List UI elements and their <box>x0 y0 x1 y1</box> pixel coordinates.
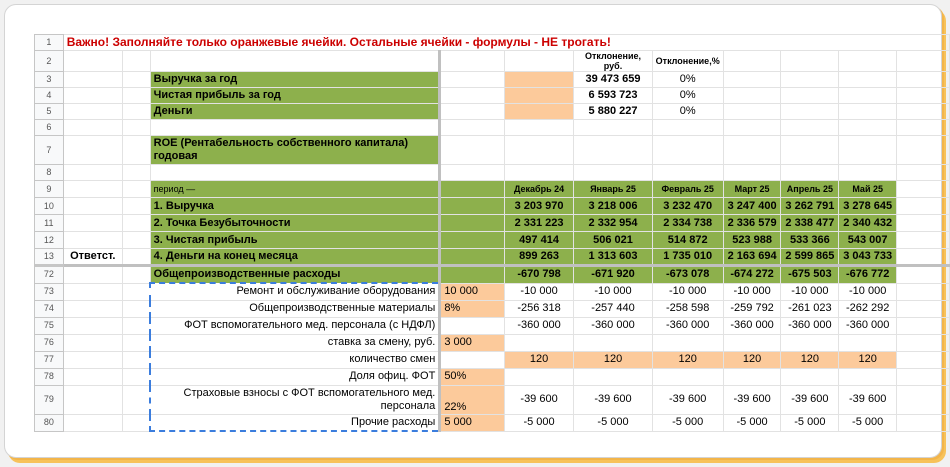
detail-value[interactable]: -360 000 <box>781 317 839 334</box>
empty-cell[interactable] <box>122 120 150 136</box>
overhead-value[interactable]: -675 503 <box>781 266 839 284</box>
empty-cell[interactable] <box>122 283 150 300</box>
empty-cell[interactable] <box>63 385 122 414</box>
header-row <box>35 51 950 72</box>
empty-cell[interactable] <box>440 181 504 198</box>
empty-cell[interactable] <box>122 215 150 232</box>
row-number: 73 <box>35 283 64 300</box>
empty-cell[interactable] <box>440 88 504 104</box>
kpi-row <box>35 249 950 266</box>
empty-cell[interactable] <box>63 215 122 232</box>
detail-value[interactable]: -5 000 <box>723 414 781 431</box>
overhead-value[interactable]: -673 078 <box>652 266 723 284</box>
detail-value[interactable]: 120 <box>504 351 574 368</box>
kpi-value[interactable]: 3 218 006 <box>574 198 652 215</box>
header-deviation-pct[interactable]: Отклонение,% <box>652 51 723 72</box>
empty-cell[interactable] <box>574 165 652 181</box>
empty-cell[interactable] <box>897 88 950 104</box>
detail-value[interactable] <box>839 368 897 385</box>
row-number: 8 <box>35 165 64 181</box>
empty-cell[interactable] <box>63 334 122 351</box>
summary-pct[interactable]: 0% <box>652 104 723 120</box>
empty-cell[interactable] <box>122 198 150 215</box>
detail-value[interactable]: 120 <box>574 351 652 368</box>
detail-row <box>35 317 950 334</box>
empty-cell[interactable] <box>897 414 950 431</box>
detail-input[interactable]: 5 000 <box>440 414 504 431</box>
detail-value[interactable]: 120 <box>781 351 839 368</box>
empty-cell[interactable] <box>63 300 122 317</box>
empty-cell[interactable] <box>63 232 122 249</box>
empty-cell[interactable] <box>63 317 122 334</box>
empty-cell[interactable] <box>440 232 504 249</box>
empty-cell[interactable] <box>574 120 652 136</box>
detail-input[interactable]: 8% <box>440 300 504 317</box>
header-deviation-rub[interactable]: Отклонение, руб. <box>574 51 652 72</box>
empty-cell[interactable] <box>897 317 950 334</box>
roe-label[interactable]: ROE (Рентабельность собственного капитала) годовая <box>150 136 440 165</box>
empty-cell[interactable] <box>63 351 122 368</box>
spreadsheet-grid <box>34 34 950 432</box>
empty-cell[interactable] <box>723 120 781 136</box>
kpi-value[interactable]: 2 163 694 <box>723 249 781 266</box>
detail-value[interactable]: -360 000 <box>839 317 897 334</box>
detail-value[interactable] <box>574 368 652 385</box>
row-number: 11 <box>35 215 64 232</box>
row-number: 79 <box>35 385 64 414</box>
detail-input[interactable]: 3 000 <box>440 334 504 351</box>
summary-label[interactable]: Чистая прибыль за год <box>150 88 440 104</box>
empty-cell[interactable] <box>723 104 781 120</box>
kpi-row <box>35 232 950 249</box>
empty-cell[interactable] <box>897 368 950 385</box>
empty-cell[interactable] <box>150 51 440 72</box>
detail-value[interactable] <box>652 334 723 351</box>
empty-cell[interactable] <box>897 104 950 120</box>
detail-value[interactable] <box>781 334 839 351</box>
kpi-value[interactable]: 899 263 <box>504 249 574 266</box>
roe-row <box>35 136 950 165</box>
detail-value[interactable]: -39 600 <box>839 385 897 414</box>
detail-row <box>35 368 950 385</box>
month-header[interactable]: Март 25 <box>723 181 781 198</box>
kpi-value[interactable]: 3 247 400 <box>723 198 781 215</box>
summary-label[interactable]: Выручка за год <box>150 72 440 88</box>
detail-value[interactable]: -5 000 <box>574 414 652 431</box>
detail-value[interactable]: -10 000 <box>574 283 652 300</box>
month-header[interactable]: Декабрь 24 <box>504 181 574 198</box>
detail-value[interactable]: -5 000 <box>781 414 839 431</box>
summary-input[interactable] <box>504 72 574 88</box>
empty-cell[interactable] <box>63 198 122 215</box>
empty-cell[interactable] <box>122 249 150 266</box>
empty-cell[interactable] <box>63 368 122 385</box>
kpi-value[interactable]: 543 007 <box>839 232 897 249</box>
title-row <box>35 35 950 51</box>
empty-cell[interactable] <box>897 198 950 215</box>
detail-value[interactable]: -5 000 <box>504 414 574 431</box>
empty-cell[interactable] <box>63 120 122 136</box>
empty-cell[interactable] <box>122 266 150 284</box>
kpi-value[interactable]: 3 203 970 <box>504 198 574 215</box>
empty-cell[interactable] <box>839 51 897 72</box>
kpi-value[interactable]: 533 366 <box>781 232 839 249</box>
kpi-label[interactable]: 4. Деньги на конец месяца <box>150 249 440 266</box>
detail-label[interactable]: ФОТ вспомогательного мед. персонала (с НДФЛ) <box>150 317 440 334</box>
detail-value[interactable]: -10 000 <box>839 283 897 300</box>
detail-label[interactable]: Доля офиц. ФОТ <box>150 368 440 385</box>
empty-cell[interactable] <box>897 283 950 300</box>
row-number: 77 <box>35 351 64 368</box>
kpi-value[interactable]: 2 336 579 <box>723 215 781 232</box>
row-number: 80 <box>35 414 64 431</box>
row-number: 3 <box>35 72 64 88</box>
kpi-value[interactable]: 1 735 010 <box>652 249 723 266</box>
kpi-row <box>35 215 950 232</box>
kpi-label[interactable]: 2. Точка Безубыточности <box>150 215 440 232</box>
empty-cell[interactable] <box>504 136 574 165</box>
empty-cell[interactable] <box>122 317 150 334</box>
row-number: 13 <box>35 249 64 266</box>
summary-row <box>35 72 950 88</box>
empty-cell[interactable] <box>63 266 122 284</box>
empty-cell[interactable] <box>839 165 897 181</box>
kpi-value[interactable]: 523 988 <box>723 232 781 249</box>
detail-input[interactable]: 22% <box>440 385 504 414</box>
detail-value[interactable] <box>504 334 574 351</box>
row-number: 6 <box>35 120 64 136</box>
detail-value[interactable] <box>781 368 839 385</box>
summary-row <box>35 104 950 120</box>
empty-cell[interactable] <box>723 136 781 165</box>
empty-cell[interactable] <box>122 414 150 431</box>
empty-cell[interactable] <box>781 88 839 104</box>
month-header[interactable]: Январь 25 <box>574 181 652 198</box>
overhead-value[interactable]: -671 920 <box>574 266 652 284</box>
detail-value[interactable]: -5 000 <box>839 414 897 431</box>
detail-label[interactable]: Общепроизводственные материалы <box>150 300 440 317</box>
detail-value[interactable]: 120 <box>723 351 781 368</box>
empty-cell[interactable] <box>440 249 504 266</box>
row-number: 76 <box>35 334 64 351</box>
empty-cell[interactable] <box>440 136 504 165</box>
detail-value[interactable]: -39 600 <box>723 385 781 414</box>
empty-cell[interactable] <box>897 266 950 284</box>
kpi-value[interactable]: 3 043 733 <box>839 249 897 266</box>
row-number: 1 <box>35 35 64 51</box>
empty-cell[interactable] <box>63 104 122 120</box>
detail-value[interactable]: -360 000 <box>504 317 574 334</box>
warning-title[interactable]: Важно! Заполняйте только оранжевые ячейки. Остальные ячейки - формулы - НЕ трогать! <box>63 35 949 51</box>
empty-row <box>35 120 950 136</box>
detail-value[interactable]: 120 <box>652 351 723 368</box>
kpi-value[interactable]: 3 262 791 <box>781 198 839 215</box>
month-header[interactable]: Февраль 25 <box>652 181 723 198</box>
empty-cell[interactable] <box>839 136 897 165</box>
empty-cell[interactable] <box>652 136 723 165</box>
empty-cell[interactable] <box>781 120 839 136</box>
empty-cell[interactable] <box>897 300 950 317</box>
empty-cell[interactable] <box>652 120 723 136</box>
empty-cell[interactable] <box>839 120 897 136</box>
row-number: 78 <box>35 368 64 385</box>
detail-value[interactable]: -39 600 <box>781 385 839 414</box>
row-number: 7 <box>35 136 64 165</box>
empty-cell[interactable] <box>897 249 950 266</box>
empty-cell[interactable] <box>122 165 150 181</box>
detail-value[interactable] <box>504 368 574 385</box>
empty-cell[interactable] <box>897 351 950 368</box>
empty-cell[interactable] <box>897 72 950 88</box>
empty-cell[interactable] <box>781 72 839 88</box>
empty-cell[interactable] <box>781 165 839 181</box>
empty-cell[interactable] <box>652 165 723 181</box>
period-label[interactable]: период — <box>150 181 440 198</box>
empty-cell[interactable] <box>781 136 839 165</box>
detail-value[interactable] <box>723 334 781 351</box>
kpi-label[interactable]: 1. Выручка <box>150 198 440 215</box>
detail-value[interactable]: -39 600 <box>652 385 723 414</box>
empty-cell[interactable] <box>897 181 950 198</box>
empty-cell[interactable] <box>723 72 781 88</box>
empty-cell[interactable] <box>122 181 150 198</box>
kpi-value[interactable]: 514 872 <box>652 232 723 249</box>
empty-cell[interactable] <box>897 232 950 249</box>
detail-input[interactable]: 10 000 <box>440 283 504 300</box>
empty-cell[interactable] <box>440 266 504 284</box>
detail-label[interactable]: Ремонт и обслуживание оборудования <box>150 283 440 300</box>
detail-value[interactable]: -360 000 <box>574 317 652 334</box>
detail-label[interactable]: Страховые взносы с ФОТ вспомогательного мед. персонала <box>150 385 440 414</box>
detail-value[interactable]: -259 792 <box>723 300 781 317</box>
row-number: 75 <box>35 317 64 334</box>
empty-cell[interactable] <box>723 51 781 72</box>
summary-label[interactable]: Деньги <box>150 104 440 120</box>
detail-value[interactable]: -39 600 <box>574 385 652 414</box>
empty-cell[interactable] <box>897 334 950 351</box>
empty-cell[interactable] <box>897 215 950 232</box>
detail-value[interactable]: -262 292 <box>839 300 897 317</box>
detail-value[interactable]: 120 <box>839 351 897 368</box>
month-header[interactable]: Апрель 25 <box>781 181 839 198</box>
overhead-value[interactable]: -674 272 <box>723 266 781 284</box>
empty-cell[interactable] <box>897 165 950 181</box>
detail-row <box>35 334 950 351</box>
empty-cell[interactable] <box>440 198 504 215</box>
empty-cell[interactable] <box>504 165 574 181</box>
detail-value[interactable]: -360 000 <box>723 317 781 334</box>
detail-value[interactable]: -256 318 <box>504 300 574 317</box>
detail-label[interactable]: количество смен <box>150 351 440 368</box>
row-number: 12 <box>35 232 64 249</box>
empty-cell[interactable] <box>122 385 150 414</box>
kpi-value[interactable]: 506 021 <box>574 232 652 249</box>
detail-row <box>35 385 950 414</box>
overhead-row <box>35 266 950 284</box>
detail-value[interactable]: -257 440 <box>574 300 652 317</box>
summary-value[interactable]: 39 473 659 <box>574 72 652 88</box>
empty-cell[interactable] <box>781 104 839 120</box>
summary-pct[interactable]: 0% <box>652 72 723 88</box>
empty-cell[interactable] <box>122 300 150 317</box>
summary-value[interactable]: 5 880 227 <box>574 104 652 120</box>
detail-row <box>35 351 950 368</box>
detail-input[interactable]: 50% <box>440 368 504 385</box>
empty-cell[interactable] <box>504 120 574 136</box>
empty-cell[interactable] <box>122 51 150 72</box>
summary-value[interactable]: 6 593 723 <box>574 88 652 104</box>
empty-cell[interactable] <box>723 88 781 104</box>
summary-pct[interactable]: 0% <box>652 88 723 104</box>
kpi-value[interactable]: 2 599 865 <box>781 249 839 266</box>
empty-cell[interactable] <box>440 51 504 72</box>
empty-cell[interactable] <box>440 215 504 232</box>
empty-cell[interactable] <box>897 136 950 165</box>
empty-cell[interactable] <box>63 72 122 88</box>
row-number: 5 <box>35 104 64 120</box>
empty-cell[interactable] <box>897 51 950 72</box>
empty-cell[interactable] <box>574 136 652 165</box>
kpi-value[interactable]: 2 340 432 <box>839 215 897 232</box>
empty-cell[interactable] <box>122 72 150 88</box>
empty-cell[interactable] <box>440 120 504 136</box>
month-header[interactable]: Май 25 <box>839 181 897 198</box>
row-number: 10 <box>35 198 64 215</box>
empty-cell[interactable] <box>839 104 897 120</box>
kpi-value[interactable]: 497 414 <box>504 232 574 249</box>
detail-row <box>35 300 950 317</box>
kpi-label[interactable]: 3. Чистая прибыль <box>150 232 440 249</box>
empty-cell[interactable] <box>63 165 122 181</box>
row-number: 2 <box>35 51 64 72</box>
empty-cell[interactable] <box>723 165 781 181</box>
summary-input[interactable] <box>504 88 574 104</box>
empty-cell[interactable] <box>122 136 150 165</box>
detail-value[interactable]: -10 000 <box>781 283 839 300</box>
detail-value[interactable] <box>723 368 781 385</box>
empty-cell[interactable] <box>122 334 150 351</box>
period-row <box>35 181 950 198</box>
overhead-value[interactable]: -676 772 <box>839 266 897 284</box>
kpi-row <box>35 198 950 215</box>
detail-input[interactable] <box>440 351 504 368</box>
empty-cell[interactable] <box>122 232 150 249</box>
empty-cell[interactable] <box>897 385 950 414</box>
detail-value[interactable] <box>652 368 723 385</box>
empty-cell[interactable] <box>440 104 504 120</box>
detail-value[interactable]: -5 000 <box>652 414 723 431</box>
detail-value[interactable]: -10 000 <box>504 283 574 300</box>
row-number: 4 <box>35 88 64 104</box>
empty-cell[interactable] <box>781 51 839 72</box>
empty-cell[interactable] <box>63 414 122 431</box>
detail-row <box>35 414 950 431</box>
empty-cell[interactable] <box>122 104 150 120</box>
row-number: 72 <box>35 266 64 284</box>
empty-cell[interactable] <box>63 51 122 72</box>
empty-cell[interactable] <box>63 136 122 165</box>
summary-row <box>35 88 950 104</box>
kpi-value[interactable]: 2 338 477 <box>781 215 839 232</box>
detail-input[interactable] <box>440 317 504 334</box>
detail-value[interactable]: -261 023 <box>781 300 839 317</box>
empty-cell[interactable] <box>839 72 897 88</box>
kpi-value[interactable]: 2 332 954 <box>574 215 652 232</box>
empty-cell[interactable] <box>122 88 150 104</box>
row-number: 9 <box>35 181 64 198</box>
kpi-value[interactable]: 3 232 470 <box>652 198 723 215</box>
empty-cell[interactable] <box>150 120 440 136</box>
detail-label[interactable]: ставка за смену, руб. <box>150 334 440 351</box>
detail-value[interactable]: -10 000 <box>723 283 781 300</box>
detail-value[interactable]: -39 600 <box>504 385 574 414</box>
overhead-value[interactable]: -670 798 <box>504 266 574 284</box>
empty-cell[interactable] <box>440 165 504 181</box>
empty-cell[interactable] <box>504 51 574 72</box>
empty-row <box>35 165 950 181</box>
empty-cell[interactable] <box>63 283 122 300</box>
detail-value[interactable] <box>574 334 652 351</box>
detail-row <box>35 283 950 300</box>
empty-cell[interactable] <box>897 120 950 136</box>
empty-cell[interactable] <box>839 88 897 104</box>
detail-value[interactable] <box>839 334 897 351</box>
detail-value[interactable]: -10 000 <box>652 283 723 300</box>
row-number: 74 <box>35 300 64 317</box>
detail-label[interactable]: Прочие расходы <box>150 414 440 431</box>
kpi-value[interactable]: 2 331 223 <box>504 215 574 232</box>
kpi-value[interactable]: 3 278 645 <box>839 198 897 215</box>
empty-cell[interactable] <box>63 181 122 198</box>
summary-input[interactable] <box>504 104 574 120</box>
overhead-label[interactable]: Общепроизводственные расходы <box>150 266 440 284</box>
kpi-value[interactable]: 2 334 738 <box>652 215 723 232</box>
kpi-value[interactable]: 1 313 603 <box>574 249 652 266</box>
empty-cell[interactable] <box>63 88 122 104</box>
empty-cell[interactable] <box>150 165 440 181</box>
detail-value[interactable]: -360 000 <box>652 317 723 334</box>
empty-cell[interactable] <box>122 351 150 368</box>
responsible-label[interactable]: Ответст. <box>63 249 122 266</box>
empty-cell[interactable] <box>122 368 150 385</box>
detail-value[interactable]: -258 598 <box>652 300 723 317</box>
empty-cell[interactable] <box>440 72 504 88</box>
